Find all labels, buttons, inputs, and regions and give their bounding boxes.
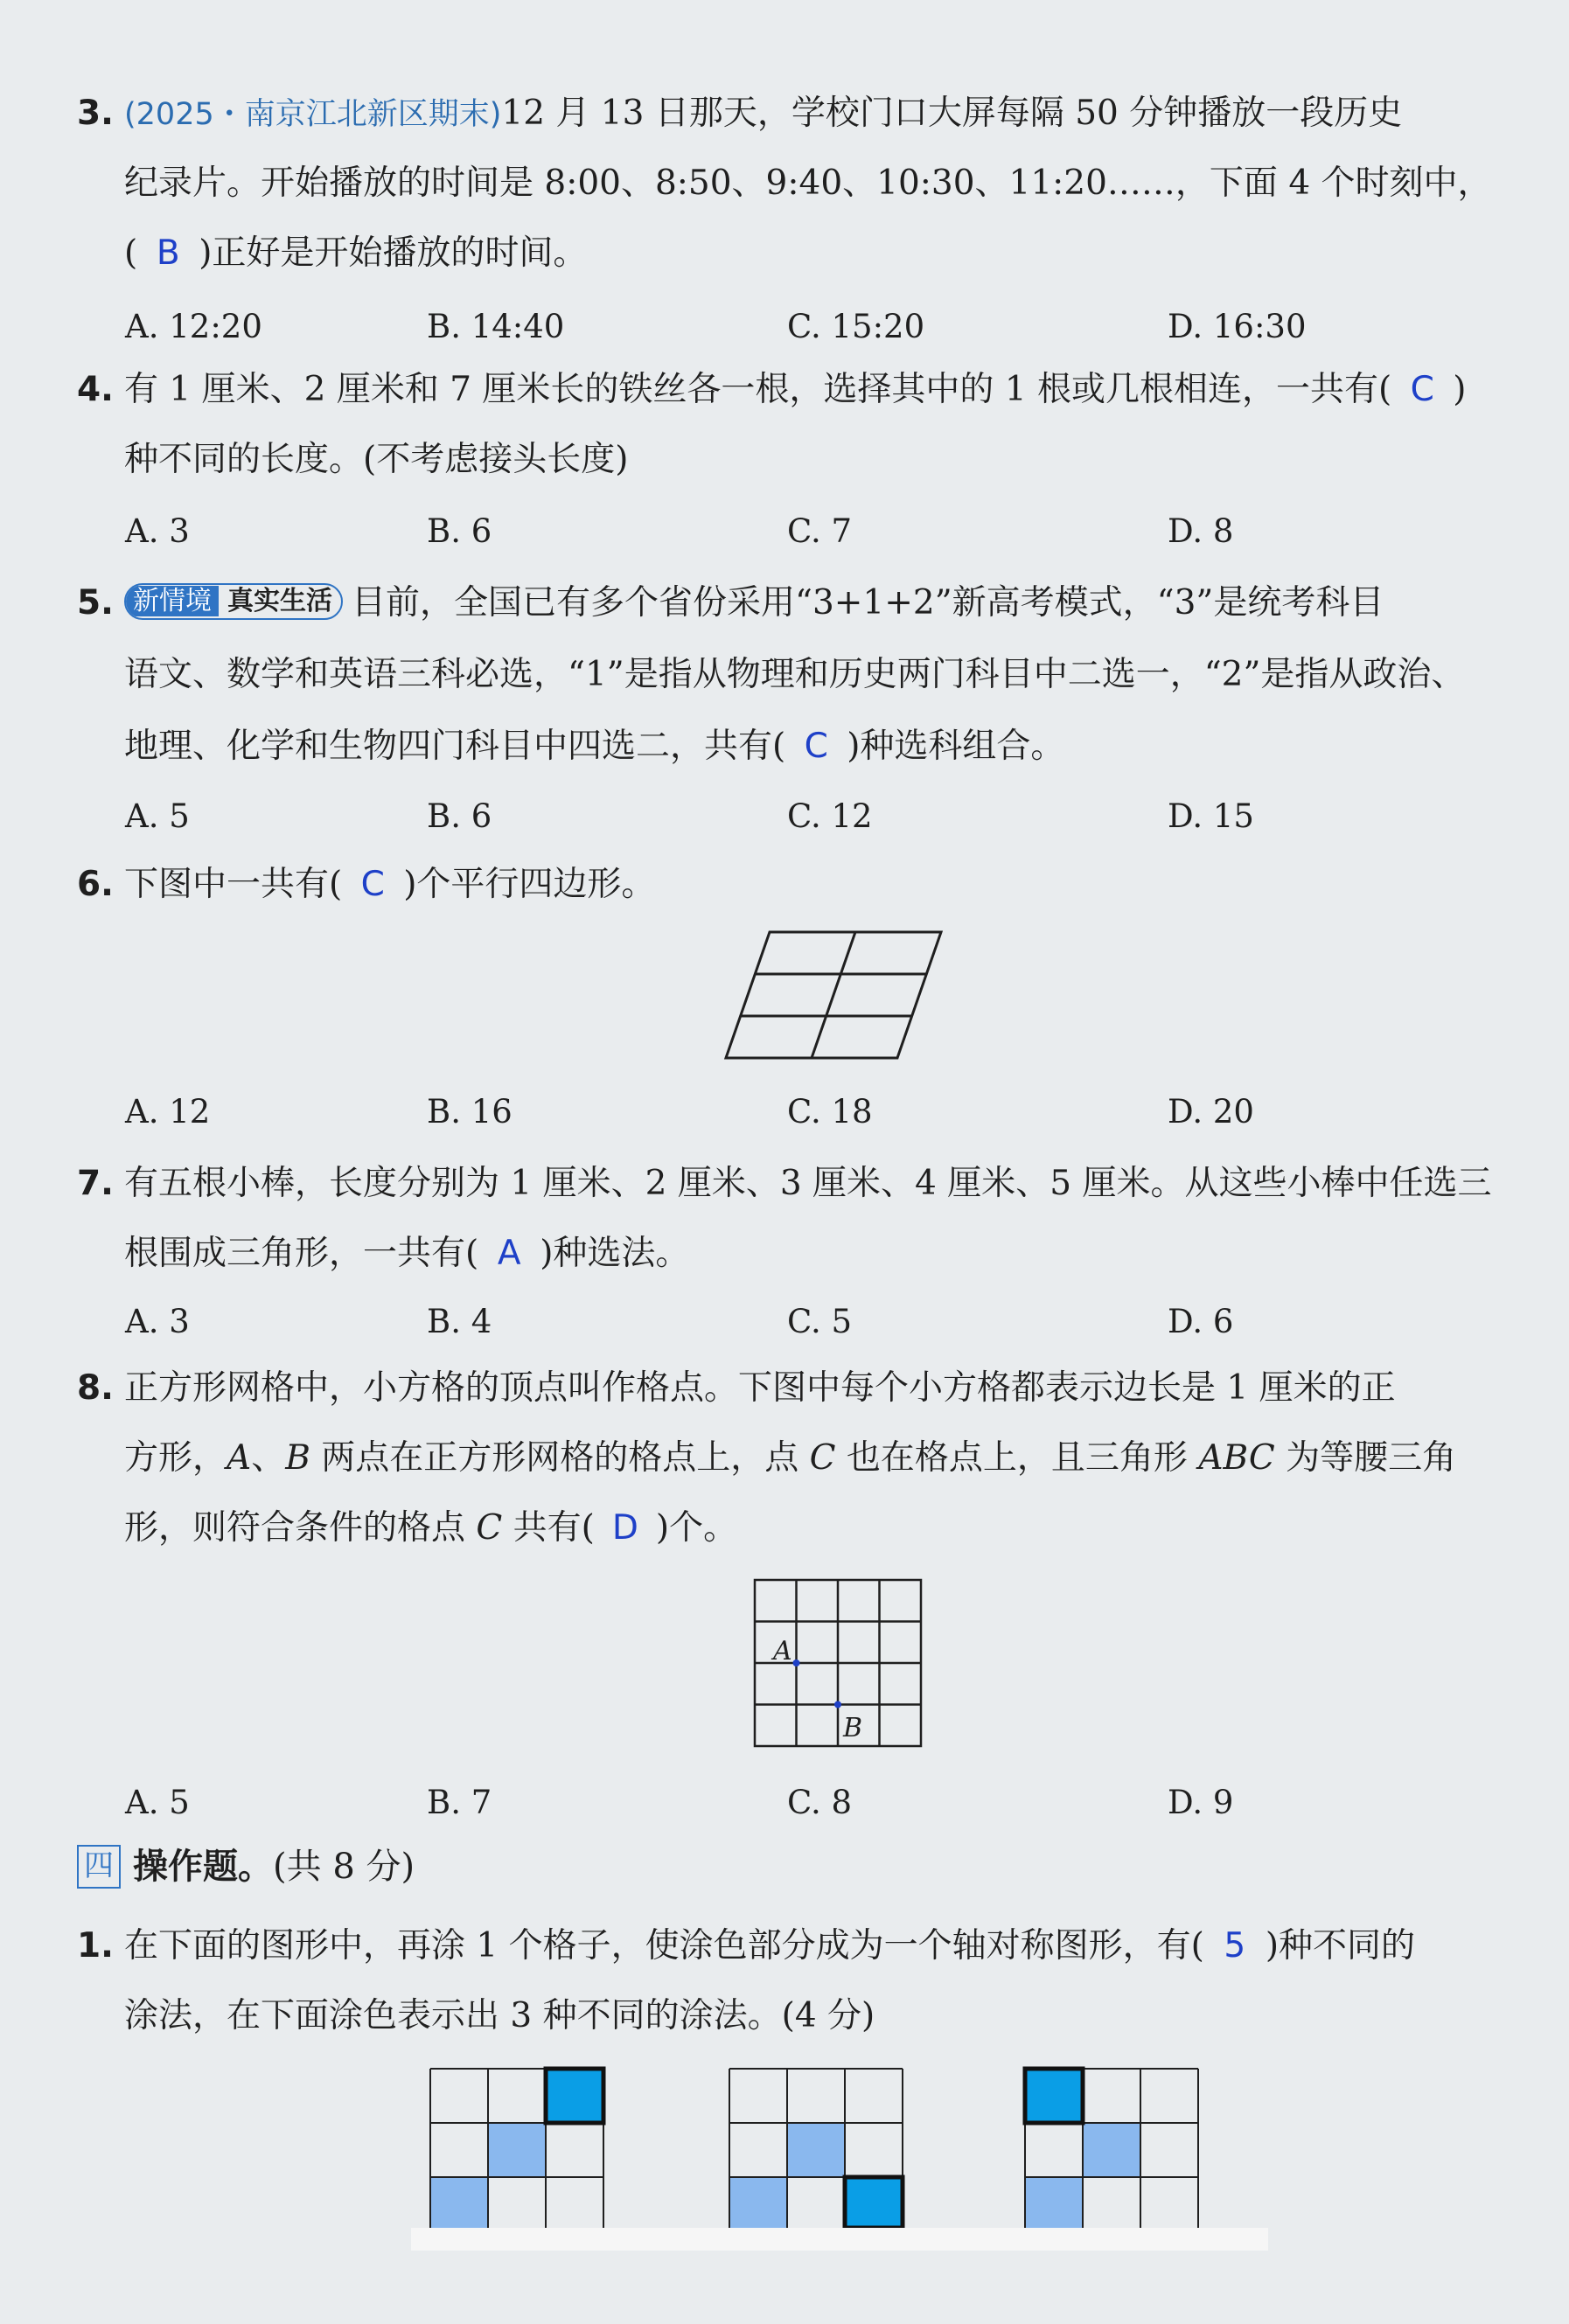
- answer-text: D: [611, 1508, 638, 1548]
- shaded-cell: [787, 2123, 845, 2177]
- option-b: B. 7: [427, 1784, 492, 1821]
- answer-text: C: [1410, 370, 1434, 409]
- option-c: C. 8: [787, 1784, 853, 1821]
- option-b: B. 16: [427, 1093, 513, 1131]
- option-d: D. 15: [1168, 797, 1254, 835]
- added-shaded-cell: [1025, 2069, 1083, 2123]
- option-a: A. 3: [125, 1303, 190, 1340]
- answer-text: B: [156, 233, 180, 273]
- scenario-tag: 新情境 真实生活: [124, 583, 343, 620]
- added-shaded-cell: [845, 2177, 903, 2228]
- question-number: 5.: [77, 583, 114, 623]
- option-a: A. 3: [125, 512, 190, 550]
- answer-text: 5: [1224, 1926, 1246, 1966]
- option-c: C. 18: [787, 1093, 873, 1131]
- option-c: C. 7: [787, 512, 853, 550]
- question-number: 6.: [77, 865, 114, 904]
- middle-slant-line: [812, 932, 855, 1058]
- option-a: A. 12:20: [125, 308, 262, 345]
- point-b: [834, 1701, 841, 1708]
- option-d: D. 20: [1168, 1093, 1254, 1131]
- option-b: B. 4: [427, 1303, 492, 1340]
- option-c: C. 5: [787, 1303, 853, 1340]
- coloring-grid-3: [1025, 2069, 1202, 2228]
- question-source: (2025・南京江北新区期末): [124, 97, 502, 132]
- coloring-grid-1: [430, 2069, 607, 2228]
- label-b: B: [843, 1713, 863, 1743]
- section-4-header: [77, 1840, 415, 1893]
- question-number: 1.: [77, 1926, 114, 1966]
- option-c: C. 12: [787, 797, 873, 835]
- option-c: C. 15:20: [787, 308, 925, 345]
- option-d: D. 9: [1168, 1784, 1234, 1821]
- question-number: 7.: [77, 1164, 114, 1203]
- shaded-cell: [729, 2177, 787, 2228]
- section-title: 操作题。: [133, 1847, 273, 1887]
- question-number: 8.: [77, 1368, 114, 1408]
- answer-text: C: [360, 865, 385, 904]
- worksheet-page: 3. (2025・南京江北新区期末)12 月 13 日那天，学校门口大屏每隔 50 分钟播放一段历史 纪录片。开始播放的时间是 8:00、8:50、9:40、10:30、11:20……，下面 4 个时刻中， ( B )正好是开始播放的时间。 A. 12:20 B. 14:40 C. 15:20 D. 16:30 4. 有 1 厘米、2 厘米和 7 厘米长的铁丝各一根，选择其中的 1 根或几根相连，一共有( C ) 种不同的长度。(不考虑接头长度) A. 3 B. 6 C. 7 D. 8 5. 新情境 真实生活 目前，全国已有多个省份采用“3+1+2”新高考模式，“3”是统考科目 语文、数学和英语三科必选，“1”是指从物理和历史两门科目中二选一，“2”是指从政治、 地理、化学和生物四门科目中四选二，共有( C )种选科组合。 A. 5 B. 6 C. 12 D. 15 6. 下图中一共有( C )个平行四边形。 A. 12 B. 16 C. 18 D. 20 7. 有五根小棒，长度分别为 1 厘米、2 厘米、3 厘米、4 厘米、5 厘米。从这些小棒中任选三 根围成三角形，一共有( A )种选法。 A. 3 B. 4 C. 5 D. 6 8. 正方形网格中，小方格的顶点叫作格点。下图中每个小方格都表示边长是 1 厘米的正 方形，A、B 两点在正方形网格的格点上，点 C 也在格点上，且三角形 ABC 为等腰三角 形，则符合条件的格点 C 共有( D )个。 A B A. 5 B. 7 C. 8 D. 9 四 操作题。(共 8 分) 1. 在下面的图形中，再涂 1 个格子，使涂色部分成为一个轴对称图形，有( 5 )种不同的 涂法，在下面涂色表示出 3 种不同的涂法。(4 分): [0, 0, 1569, 2324]
- option-d: D. 6: [1168, 1303, 1234, 1340]
- shaded-cell: [488, 2123, 546, 2177]
- answer-text: A: [497, 1234, 521, 1273]
- coloring-grid-2: [729, 2069, 906, 2228]
- option-a: A. 5: [125, 1784, 190, 1821]
- question-number: 4.: [77, 370, 114, 409]
- added-shaded-cell: [546, 2069, 603, 2123]
- section-score: (共 8 分): [273, 1847, 415, 1887]
- option-d: D. 8: [1168, 512, 1234, 550]
- bottom-strip: [411, 2228, 1268, 2251]
- option-d: D. 16:30: [1168, 308, 1307, 345]
- point-a: [793, 1660, 800, 1666]
- shaded-cell: [1025, 2177, 1083, 2228]
- square-grid-figure: [754, 1579, 922, 1747]
- option-a: A. 5: [125, 797, 190, 835]
- answer-text: C: [804, 727, 828, 766]
- label-a: A: [773, 1636, 792, 1666]
- section-badge: 四: [77, 1845, 121, 1889]
- option-b: B. 6: [427, 512, 492, 550]
- option-b: B. 14:40: [427, 308, 565, 345]
- option-a: A. 12: [125, 1093, 211, 1131]
- shaded-cell: [1083, 2123, 1140, 2177]
- option-b: B. 6: [427, 797, 492, 835]
- question-number: 3.: [77, 94, 114, 133]
- shaded-cell: [430, 2177, 488, 2228]
- parallelogram-grid-figure: [726, 930, 945, 1061]
